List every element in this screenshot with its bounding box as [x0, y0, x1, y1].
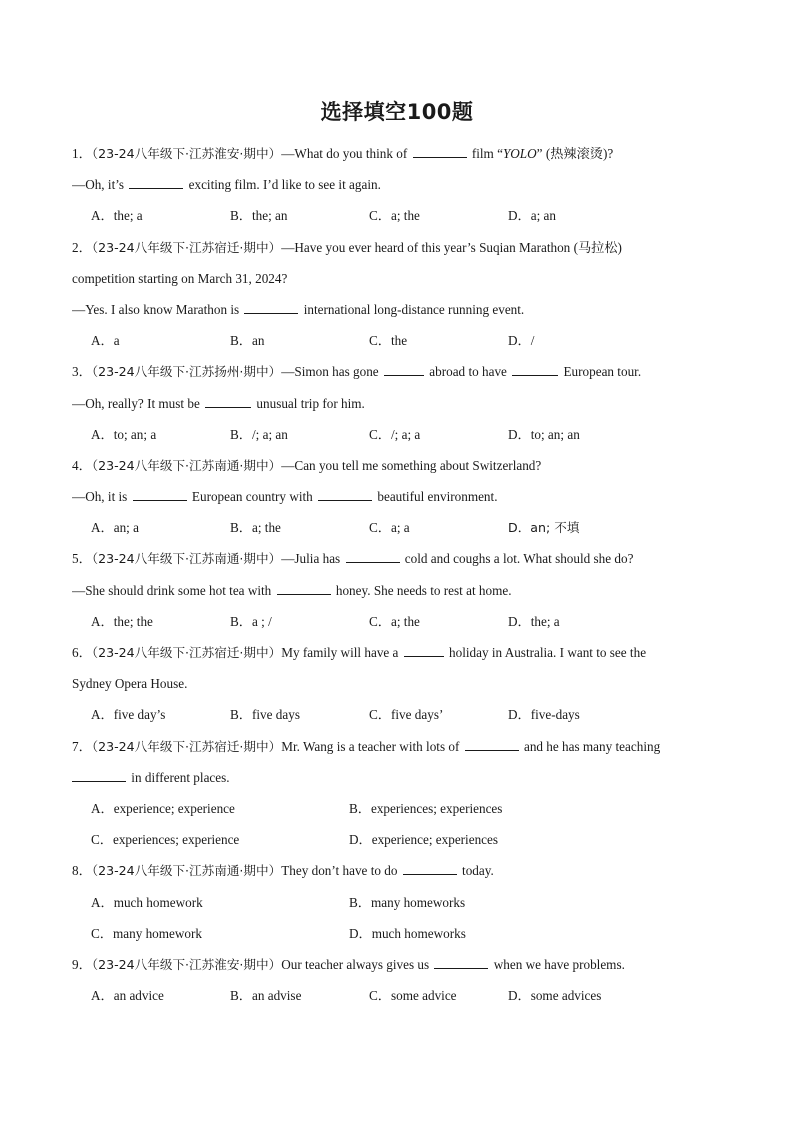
question-text: —Simon has gone	[281, 364, 379, 380]
option-b[interactable]: B．many homeworks	[349, 894, 466, 910]
question-7-line-1	[72, 731, 722, 762]
answer-blank	[434, 958, 488, 969]
question-text: —She should drink some hot tea with	[72, 582, 272, 598]
option-a[interactable]: A．experience; experience	[91, 800, 235, 816]
question-8-line-1	[72, 855, 722, 886]
question-text: —Oh, it’s	[72, 177, 125, 193]
question-text: —Have you ever heard of this year’s Suqian Marathon (马拉松)	[281, 239, 622, 255]
question-6-line-1	[72, 637, 722, 668]
option-b[interactable]: B．experiences; experiences	[349, 800, 503, 816]
question-9-options	[72, 980, 722, 1011]
question-4-line-1	[72, 450, 722, 481]
question-5-line-2	[72, 575, 722, 606]
question-text: holiday in Australia. I want to see the	[449, 645, 647, 660]
answer-blank	[384, 365, 424, 376]
question-2-options	[72, 325, 722, 356]
question-2-line-2	[72, 263, 722, 294]
question-7-options-row-1	[72, 793, 722, 824]
question-text: cold and coughs a lot. What should she do?	[404, 551, 634, 567]
question-source: （23-24八年级下·江苏扬州·期中）	[91, 364, 282, 380]
option-c[interactable]: C．a; the	[369, 208, 420, 224]
question-source: （23-24八年级下·江苏宿迁·期中）	[91, 645, 282, 660]
question-number: 3．	[72, 364, 92, 380]
question-text: Our teacher always gives us	[281, 956, 430, 972]
option-b[interactable]: B．five days	[230, 707, 300, 723]
option-b[interactable]: B．the; an	[230, 208, 288, 224]
answer-blank	[277, 584, 331, 595]
question-source: （23-24八年级下·江苏南通·期中）	[91, 457, 282, 473]
question-text: and he has many teaching	[523, 738, 661, 754]
question-4-line-2	[72, 481, 722, 512]
option-a[interactable]: A．a	[91, 333, 120, 349]
option-d[interactable]: D．to; an; an	[508, 426, 580, 442]
option-a[interactable]: A．the; a	[91, 208, 143, 224]
question-source: （23-24八年级下·江苏宿迁·期中）	[91, 738, 282, 754]
question-text: European country with	[191, 489, 313, 505]
question-source: （23-24八年级下·江苏南通·期中）	[91, 863, 282, 879]
question-number: 2．	[72, 239, 92, 255]
question-source: （23-24八年级下·江苏宿迁·期中）	[91, 239, 282, 255]
question-number: 8．	[72, 863, 92, 879]
question-1-options	[72, 200, 722, 231]
question-1-line-2	[72, 169, 722, 200]
question-text: Sydney Opera House.	[72, 676, 188, 692]
question-6-line-2	[72, 668, 722, 699]
answer-blank	[318, 490, 372, 501]
question-5-line-1	[72, 543, 722, 574]
question-number: 4．	[72, 457, 92, 473]
question-number: 7．	[72, 738, 92, 754]
option-c[interactable]: C．a; the	[369, 613, 420, 629]
question-2-line-1	[72, 232, 722, 263]
question-text: ” (热辣滚烫)?	[536, 146, 614, 161]
option-c[interactable]: C．/; a; a	[369, 426, 421, 442]
option-b[interactable]: B．/; a; an	[230, 426, 288, 442]
option-a[interactable]: A．to; an; a	[91, 426, 157, 442]
question-text: film “	[471, 146, 503, 161]
question-6-options	[72, 699, 722, 730]
option-a[interactable]: A．much homework	[91, 894, 203, 910]
question-3-line-2	[72, 388, 722, 419]
question-8-options-row-1	[72, 887, 722, 918]
answer-blank	[404, 646, 444, 657]
question-text: honey. She needs to rest at home.	[335, 582, 512, 598]
option-d[interactable]: D．five-days	[508, 707, 580, 723]
question-3-options	[72, 419, 722, 450]
option-d[interactable]: D．an; 不填	[508, 520, 580, 536]
answer-blank	[72, 771, 126, 782]
question-text: competition starting on March 31, 2024?	[72, 270, 288, 286]
question-3-line-1	[72, 356, 722, 387]
question-text: YOLO	[502, 146, 537, 161]
question-number: 9．	[72, 956, 92, 972]
question-7-options-row-2	[72, 824, 722, 855]
question-text: Mr. Wang is a teacher with lots of	[281, 738, 460, 754]
question-text: in different places.	[131, 769, 230, 785]
answer-blank	[244, 303, 298, 314]
question-list	[72, 138, 722, 1011]
question-2-line-3	[72, 294, 722, 325]
question-1-line-1	[72, 138, 722, 169]
question-8-options-row-2	[72, 918, 722, 949]
answer-blank	[512, 365, 558, 376]
question-5-options	[72, 606, 722, 637]
question-number: 1．	[72, 146, 92, 161]
option-c[interactable]: C．some advice	[369, 988, 457, 1004]
question-text: —What do you think of	[281, 146, 408, 161]
answer-blank	[413, 147, 467, 158]
option-a[interactable]: A．the; the	[91, 613, 153, 629]
answer-blank	[133, 490, 187, 501]
question-number: 5．	[72, 551, 92, 567]
question-text: —Julia has	[281, 551, 341, 567]
question-text: unusual trip for him.	[256, 395, 365, 411]
option-c[interactable]: C．many homework	[91, 925, 202, 941]
question-7-line-2	[72, 762, 722, 793]
option-c[interactable]: C．experiences; experience	[91, 832, 240, 848]
option-c[interactable]: C．a; a	[369, 520, 410, 536]
option-b[interactable]: B．an advise	[230, 988, 302, 1004]
option-d[interactable]: D．experience; experiences	[349, 832, 499, 848]
question-source: （23-24八年级下·江苏淮安·期中）	[91, 146, 282, 161]
page-title: 选择填空100题	[320, 100, 474, 124]
option-a[interactable]: A．five day’s	[91, 707, 166, 723]
option-c[interactable]: C．five days’	[369, 707, 444, 723]
option-d[interactable]: D．some advices	[508, 988, 602, 1004]
answer-blank	[403, 864, 457, 875]
question-text: exciting film. I’d like to see it again.	[188, 177, 381, 193]
answer-blank	[129, 178, 183, 189]
option-b[interactable]: B．an	[230, 333, 265, 349]
question-text: beautiful environment.	[377, 489, 498, 505]
answer-blank	[346, 552, 400, 563]
option-d[interactable]: D．the; a	[508, 613, 560, 629]
option-c[interactable]: C．the	[369, 333, 408, 349]
option-a[interactable]: A．an; a	[91, 520, 139, 536]
question-text: abroad to have	[429, 364, 507, 380]
option-d[interactable]: D．a; an	[508, 208, 556, 224]
answer-blank	[205, 397, 251, 408]
question-text: European tour.	[563, 364, 642, 380]
option-a[interactable]: A．an advice	[91, 988, 164, 1004]
question-source: （23-24八年级下·江苏淮安·期中）	[91, 956, 282, 972]
question-9-line-1	[72, 949, 722, 980]
question-text: My family will have a	[281, 645, 399, 660]
question-text: —Oh, it is	[72, 489, 128, 505]
question-text: —Can you tell me something about Switzerland?	[281, 457, 542, 473]
question-source: （23-24八年级下·江苏南通·期中）	[91, 551, 282, 567]
question-text: international long-distance running event.	[303, 301, 525, 317]
answer-blank	[465, 740, 519, 751]
option-d[interactable]: D．/	[508, 333, 535, 349]
question-text: when we have problems.	[493, 956, 625, 972]
question-text: today.	[462, 863, 494, 879]
option-b[interactable]: B．a; the	[230, 520, 281, 536]
question-text: —Oh, really? It must be	[72, 395, 200, 411]
option-d[interactable]: D．much homeworks	[349, 925, 466, 941]
question-4-options	[72, 512, 722, 543]
question-number: 6．	[72, 645, 92, 660]
question-text: They don’t have to do	[281, 863, 398, 879]
question-text: —Yes. I also know Marathon is	[72, 301, 240, 317]
option-b[interactable]: B．a ; /	[230, 613, 272, 629]
